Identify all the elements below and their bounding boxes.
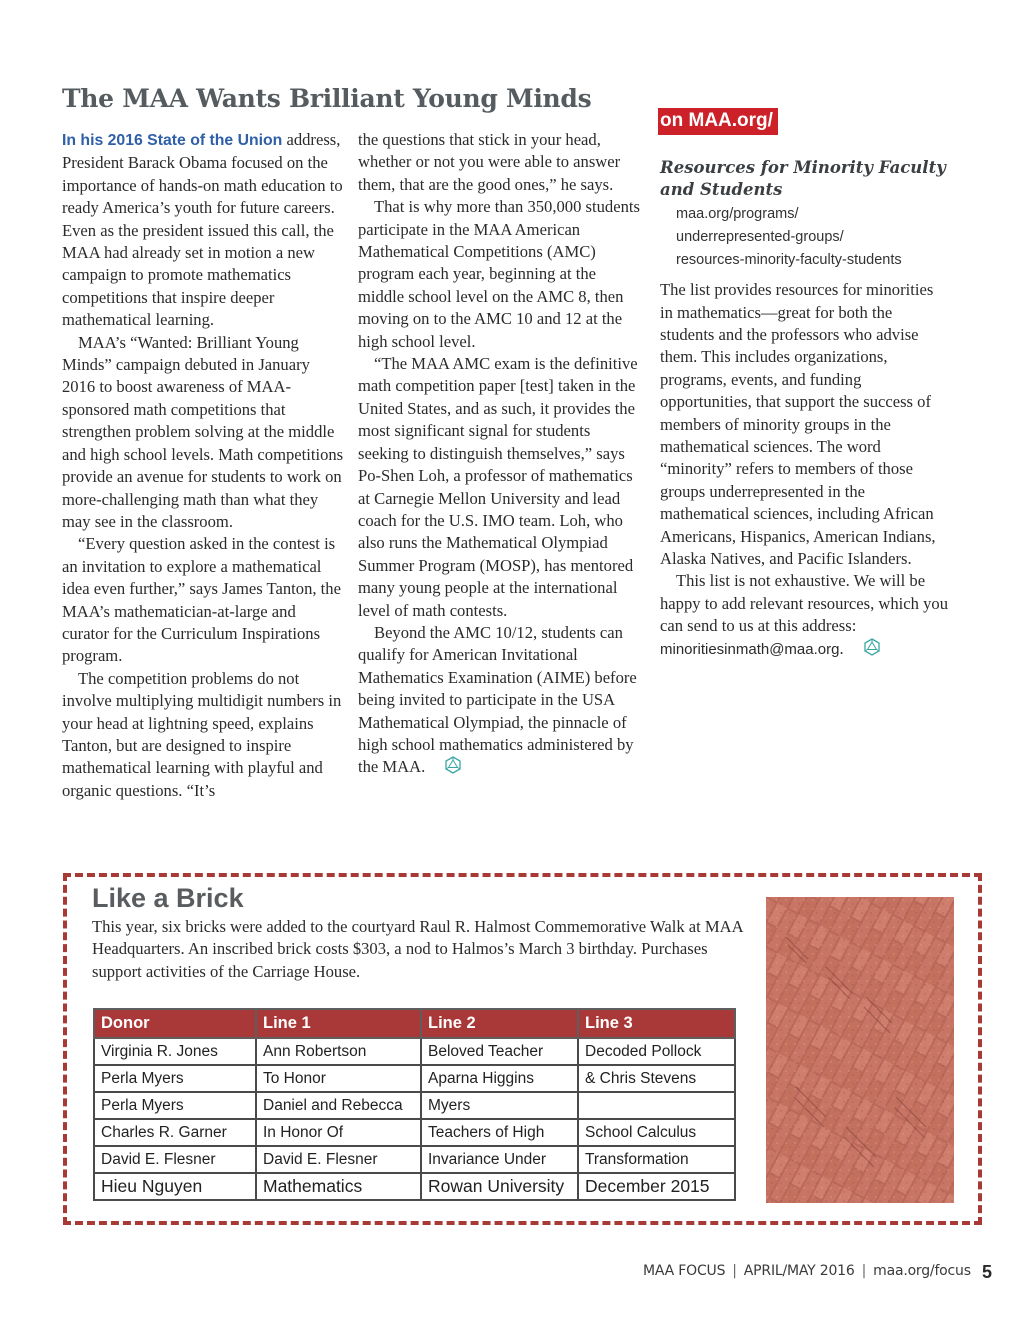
table-cell: Invariance Under [421, 1146, 578, 1173]
box-intro: This year, six bricks were added to the courtyard Raul R. Halmost Commemorative Walk at MAA Headquarters. An inscribed brick costs $303, a nod to Halmos’s March 3 birthday. Purchases support activities of the Carriage House. [92, 917, 743, 981]
table-cell: Mathematics [256, 1173, 421, 1200]
box-title: Like a Brick [92, 883, 244, 913]
lead-in: In his 2016 State of the Union [62, 132, 283, 149]
paragraph: The competition problems do not involve multiplying multidigit numbers in your head at lightning speed, explains Tanton, but are designed to inspire mathematical learning with playful and organic questions. “It’s [62, 668, 342, 800]
table-cell [578, 1092, 735, 1119]
table-cell: Perla Myers [94, 1092, 256, 1119]
paragraph [660, 570, 950, 662]
table-row [94, 1065, 735, 1092]
resource-url-line[interactable]: resources-minority-faculty-students [676, 251, 902, 268]
contact-email-link[interactable]: minoritiesinmath@maa.org [660, 640, 840, 658]
paragraph: “Every question asked in the contest is an invitation to explore a mathematical idea even further,” says James Tanton, the MAA’s mathematician-at-large and curator for the Curriculum Inspirations program. [62, 534, 341, 666]
paragraph: MAA’s “Wanted: Brilliant Young Minds” campaign debuted in January 2016 to boost awareness of MAA-sponsored math competitions that strengthen problem solving at the middle and high school levels. Math competitions provide an avenue for students to work on more-challenging math than what they may see in the classroom. [62, 332, 344, 531]
table-cell: School Calculus [578, 1119, 735, 1146]
table-cell: Myers [421, 1092, 578, 1119]
footer-publication: MAA FOCUS [643, 1263, 726, 1279]
table-cell: December 2015 [578, 1173, 735, 1200]
table-cell: Aparna Higgins [421, 1065, 578, 1092]
resource-url-line[interactable]: underrepresented-groups/ [676, 229, 844, 245]
paragraph: The list provides resources for minorities in mathematics—great for both the students and the professors who advise them. This includes organizations, programs, events, and funding opportunities, that support the success of members of minority groups in the mathematical sciences. The word “minority” refers to members of those groups underrepresented in the mathematical sciences, including African Americans, Hispanics, American Indians, Alaska Natives, and Pacific Islanders. [660, 280, 936, 569]
table-cell: Perla Myers [94, 1065, 256, 1092]
table-row [94, 1038, 735, 1065]
column-header: Line 3 [578, 1009, 735, 1038]
table-cell: Ann Robertson [256, 1038, 421, 1065]
table-cell: To Honor [256, 1065, 421, 1092]
paragraph: “The MAA AMC exam is the definitive math competition paper [test] taken in the United States, and as such, it provides the most significant signal for students seeking to distinguish themselves,” says Po-Shen Loh, a professor of mathematics at Carnegie Mellon University and lead coach for the U.S. IMO team. Loh, who also runs the Mathematical Olympiad Summer Program (MOSP), has mentored many young people at the international level of math contests. [358, 354, 638, 620]
table-cell: In Honor Of [256, 1119, 421, 1146]
resource-title: Resources for Minority Faculty and Students [660, 158, 946, 200]
table-cell: Virginia R. Jones [94, 1038, 256, 1065]
table-cell: Rowan University [421, 1173, 578, 1200]
table-cell: Transformation [578, 1146, 735, 1173]
paragraph: the questions that stick in your head, whether or not you were able to answer them, that are the good ones,” he says. [358, 130, 621, 194]
sidebar-column [660, 108, 950, 662]
page-footer [643, 1263, 971, 1279]
table-cell: Teachers of High [421, 1119, 578, 1146]
footer-separator: | [861, 1263, 867, 1279]
maa-icosahedron-icon [847, 638, 881, 662]
paragraph-text: This list is not exhaustive. We will be happy to add relevant resources, which you can send to us at this address: [660, 571, 948, 636]
paragraph: That is why more than 350,000 students participate in the MAA American Mathematical Competitions (AMC) program each year, beginning at the middle school level on the AMC 8, then moving on to the AMC 10 and 12 at the high school level. [358, 197, 640, 351]
table-cell: Daniel and Rebecca [256, 1092, 421, 1119]
table-row [94, 1092, 735, 1119]
table-row [94, 1146, 735, 1173]
footer-separator: | [732, 1263, 737, 1279]
page-number: 5 [982, 1262, 993, 1282]
table-cell: & Chris Stevens [578, 1065, 735, 1092]
table-row [94, 1119, 735, 1146]
table-header-row [94, 1009, 735, 1038]
column-header: Line 2 [421, 1009, 578, 1038]
table-row [94, 1173, 735, 1200]
paragraph [62, 129, 344, 332]
punctuation: . [839, 638, 844, 658]
article-headline: The MAA Wants Brilliant Young Minds [62, 84, 592, 113]
table-cell: David E. Flesner [94, 1146, 256, 1173]
table-cell: Hieu Nguyen [94, 1173, 256, 1200]
table-cell: Decoded Pollock [578, 1038, 735, 1065]
footer-issue: APRIL/MAY 2016 [743, 1263, 855, 1279]
table-cell: David E. Flesner [256, 1146, 421, 1173]
table-cell: Beloved Teacher [421, 1038, 578, 1065]
paragraph-text: Beyond the AMC 10/12, students can qualify for American Invitational Mathematics Examination (AIME) before being invited to participate in the USA Mathematical Olympiad, the pinnacle of high school mathematics administered by the MAA. [358, 622, 637, 777]
brick-walkway-photo [766, 897, 954, 1203]
article-column-1 [62, 129, 344, 802]
paragraph [358, 622, 640, 781]
paragraph-text: address, President Barack Obama focused on the importance of hands-on math education to ready America’s youth for future careers. Even as the president issued this call, the MAA had already set in motion a new campaign to promote mathematics competitions that inspire deeper mathematical learning. [62, 130, 343, 330]
resource-url-line[interactable]: maa.org/programs/ [676, 206, 799, 223]
brick-inscriptions-table [93, 1008, 736, 1201]
column-header: Line 1 [256, 1009, 421, 1038]
article-column-2 [358, 129, 640, 781]
maa-org-tag: on MAA.org/ [658, 108, 778, 135]
column-header: Donor [94, 1009, 256, 1038]
table-cell: Charles R. Garner [94, 1119, 256, 1146]
footer-url[interactable]: maa.org/focus [873, 1263, 971, 1279]
maa-icosahedron-icon [428, 756, 462, 780]
